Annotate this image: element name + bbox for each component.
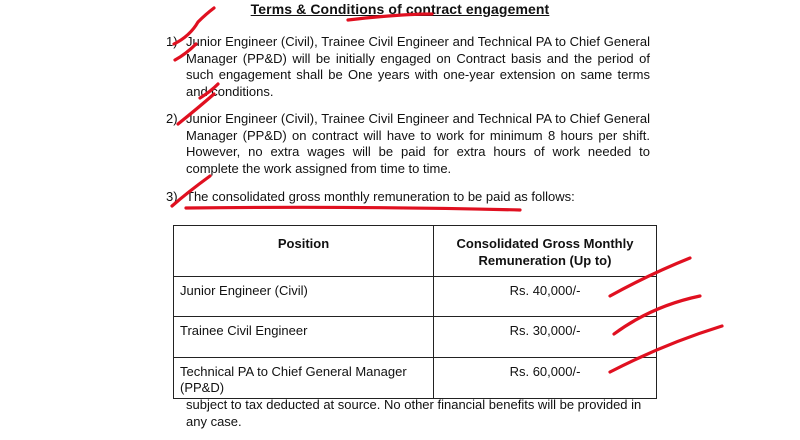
row-1-amount: Rs. 40,000/- xyxy=(434,277,657,317)
row-2-position: Trainee Civil Engineer xyxy=(174,317,434,358)
clause-2-text: Junior Engineer (Civil), Trainee Civil Engineer and Technical PA to Chief General Manager (PP&D) on contract will have to work for minimum 8 hours per shift. However, no extra wages will be paid for extra hours of work needed to complete the work assigned from time to time. xyxy=(186,111,650,176)
clause-3-number: 3) xyxy=(166,189,178,204)
header-remuneration: Consolidated Gross Monthly Remuneration (Up to) xyxy=(434,226,657,277)
clause-3 xyxy=(166,189,650,206)
table-row xyxy=(174,277,657,317)
remuneration-table xyxy=(173,225,657,399)
clause-2-number: 2) xyxy=(166,111,178,126)
header-position: Position xyxy=(174,226,434,277)
footer-note: subject to tax deducted at source. No other financial benefits will be provided in any case. xyxy=(186,397,642,429)
clause-3-underline-mark xyxy=(186,207,520,210)
row-2-amount: Rs. 30,000/- xyxy=(434,317,657,358)
clause-1-text: Junior Engineer (Civil), Trainee Civil Engineer and Technical PA to Chief General Manager (PP&D) will be initially engaged on Contract basis and the period of such engagement shall be One years with one-year extension on same terms and conditions. xyxy=(186,34,650,99)
table-header-row xyxy=(174,226,657,277)
clause-2 xyxy=(166,111,650,177)
table-row xyxy=(174,358,657,399)
row-3-position: Technical PA to Chief General Manager (PP&D) xyxy=(174,358,434,399)
clause-1 xyxy=(166,34,650,100)
clause-3-text: The consolidated gross monthly remuneration to be paid as follows: xyxy=(186,189,575,204)
clause-1-number: 1) xyxy=(166,34,178,49)
document-title: Terms & Conditions of contract engagement xyxy=(250,1,550,17)
table-row xyxy=(174,317,657,358)
row-1-position: Junior Engineer (Civil) xyxy=(174,277,434,317)
row-3-amount: Rs. 60,000/- xyxy=(434,358,657,399)
